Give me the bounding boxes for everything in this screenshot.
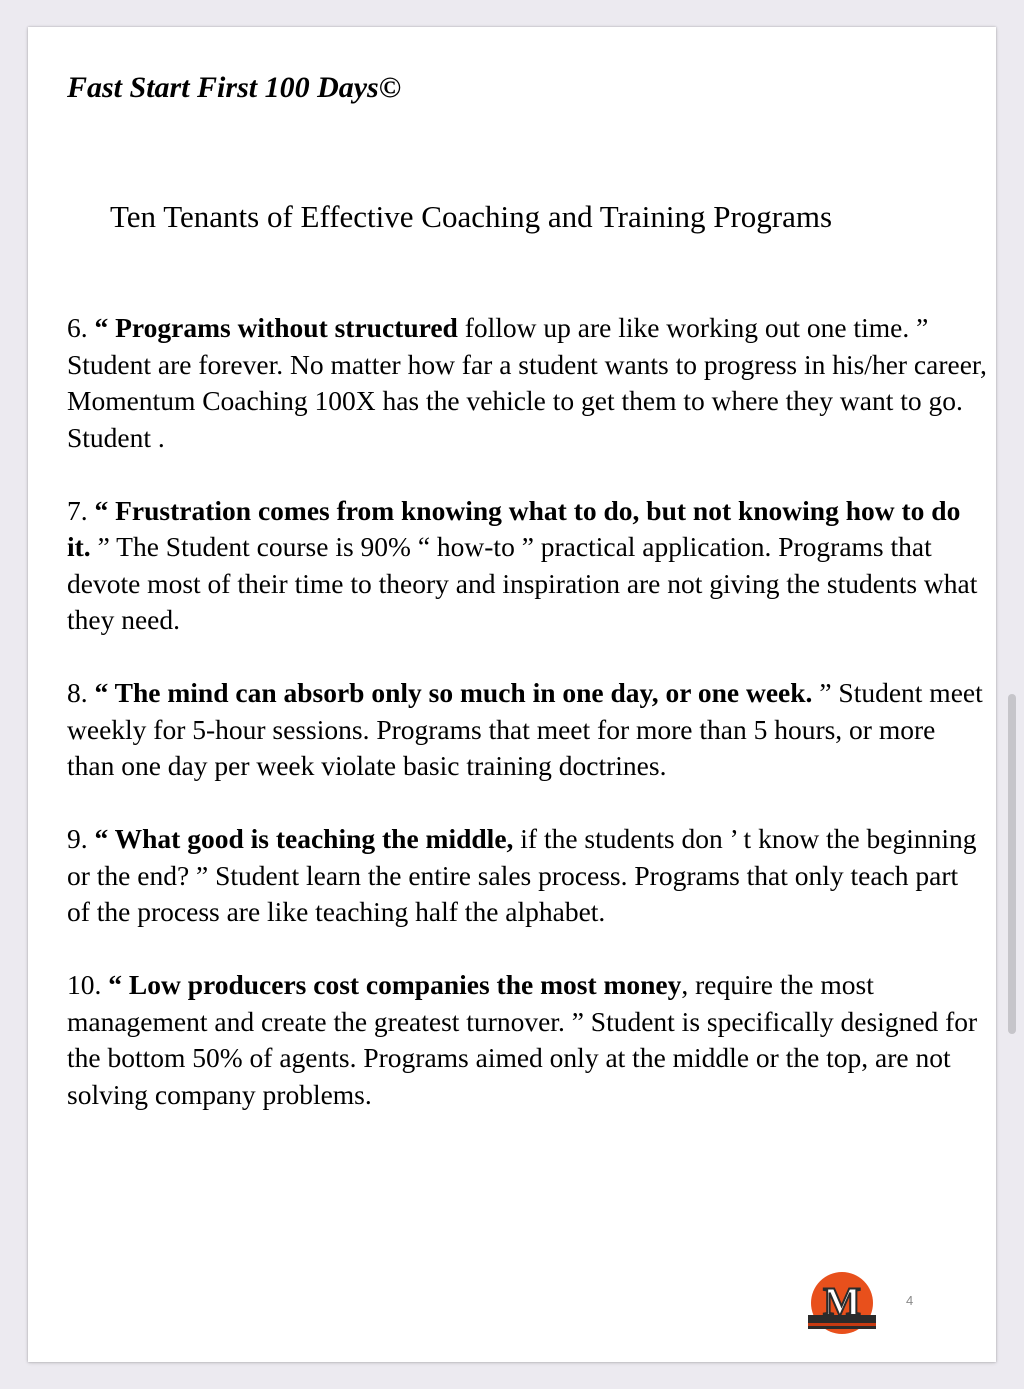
momentum-logo-icon: [802, 1271, 882, 1337]
document-page: [28, 27, 996, 1362]
tenant-bold-text: “ The mind can absorb only so much in one day, or one week.: [94, 677, 813, 708]
vertical-scrollbar[interactable]: [1008, 694, 1016, 1034]
tenant-item: [67, 821, 987, 931]
tenant-number: 10.: [67, 969, 102, 1000]
tenant-number: 8.: [67, 677, 88, 708]
tenant-text: ” The Student course is 90% “ how-to ” practical application. Programs that devote most of their time to theory and inspiration are not giving the students what they need.: [67, 531, 978, 635]
tenant-bold-text: “ What good is teaching the middle,: [94, 823, 514, 854]
tenant-text: if the students don ’ t know the beginning or the end? ” Student learn the entire sales process. Programs that only teach part of the process are like teaching half the alphabet.: [67, 823, 977, 927]
tenants-list: [67, 310, 987, 1150]
page-number: 4: [906, 1293, 914, 1308]
tenant-item: [67, 493, 987, 639]
tenant-bold-text: “ Programs without structured: [94, 312, 458, 343]
logo-letter: M: [823, 1279, 861, 1324]
tenant-bold-text: “ Low producers cost companies the most money: [108, 969, 682, 1000]
tenant-number: 7.: [67, 494, 88, 526]
tenant-bold-text: “ Frustration comes from knowing what to do, but not knowing how to do it.: [67, 494, 961, 562]
tenant-item: [67, 675, 987, 785]
momentum-logo: [802, 1271, 882, 1337]
tenant-text: follow up are like working out one time. ” Student are forever. No matter how far a student wants to progress in his/her career, Momentum Coaching 100X has the vehicle to get them to where they want to go. Student .: [67, 312, 987, 453]
tenant-text: , require the most management and create the greatest turnover. ” Student is specifically designed for the bottom 50% of agents. Programs aimed only at the middle or the top, are not solving company problems.: [67, 969, 978, 1110]
tenant-item: [67, 967, 987, 1113]
document-title: Ten Tenants of Effective Coaching and Training Programs: [110, 199, 833, 234]
document-header: Fast Start First 100 Days©: [67, 71, 402, 104]
tenant-number: 9.: [67, 823, 88, 854]
tenant-text: ” Student meet weekly for 5-hour sessions. Programs that meet for more than 5 hours, or more than one day per week violate basic training doctrines.: [67, 677, 983, 781]
tenant-item: [67, 310, 987, 456]
tenant-number: 6.: [67, 312, 88, 343]
